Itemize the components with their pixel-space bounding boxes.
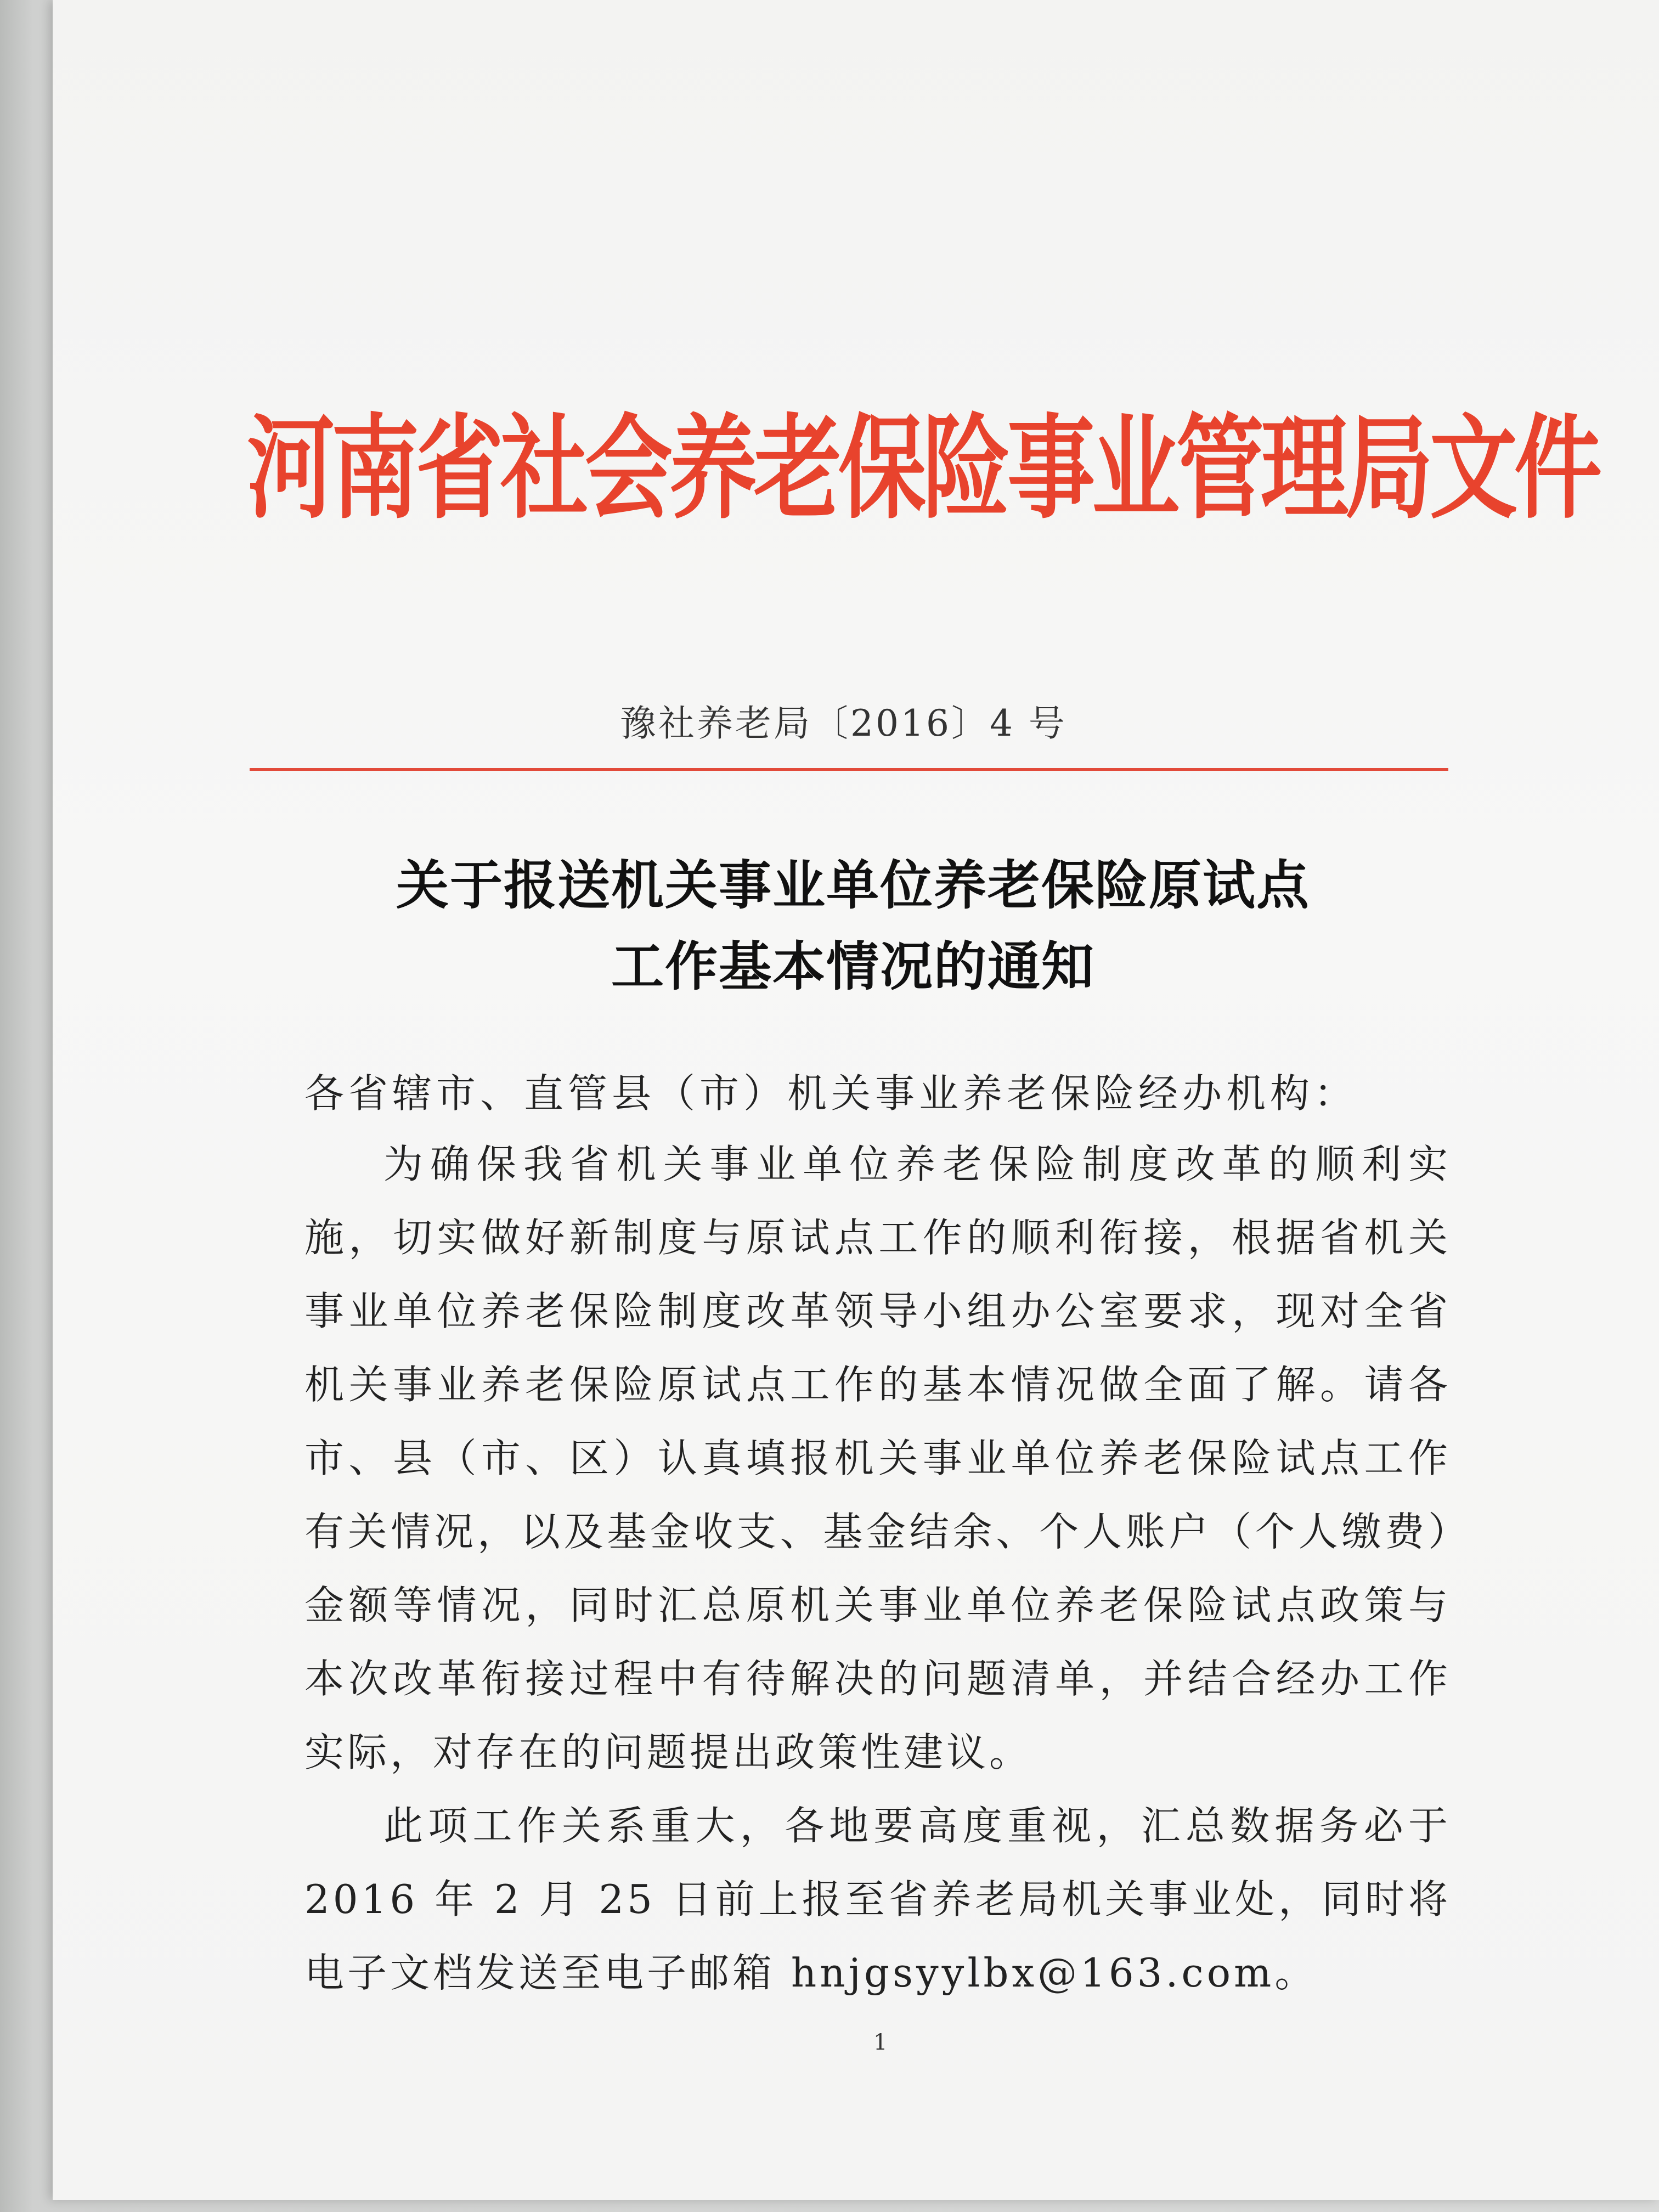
body-paragraph-2: 此项工作关系重大，各地要高度重视，汇总数据务必于2016 年 2 月 25 日前上报至省养老局机关事业处，同时将电子文档发送至电子邮箱 hnjgsyylbx@163.com。	[304, 1803, 1451, 1996]
notice-title-line-2: 工作基本情况的通知	[611, 935, 1095, 997]
document-number: 豫社养老局〔2016〕4 号	[620, 702, 1067, 744]
notice-title-line-1: 关于报送机关事业单位养老保险原试点	[396, 854, 1310, 916]
body-paragraph-1: 为确保我省机关事业单位养老保险制度改革的顺利实施，切实做好新制度与原试点工作的顺利衔接，根据省机关事业单位养老保险制度改革领导小组办公室要求，现对全省机关事业养老保险原试点工作的基本情况做全面了解。请各市、县（市、区）认真填报机关事业单位养老保险试点工作有关情况，以及基金收支、基金结余、个人账户（个人缴费）金额等情况，同时汇总原机关事业单位养老保险试点政策与本次改革衔接过程中有待解决的问题清单，并结合经办工作实际，对存在的问题提出政策性建议。	[304, 1141, 1451, 1775]
page-number: 1	[873, 2030, 888, 2055]
red-header-title: 河南省社会养老保险事业管理局文件	[247, 403, 1599, 534]
red-divider-line	[250, 768, 1448, 771]
salutation: 各省辖市、直管县（市）机关事业养老保险经办机构：	[304, 1070, 1358, 1116]
body-text	[304, 1127, 1451, 2010]
notice-title	[236, 845, 1470, 1007]
